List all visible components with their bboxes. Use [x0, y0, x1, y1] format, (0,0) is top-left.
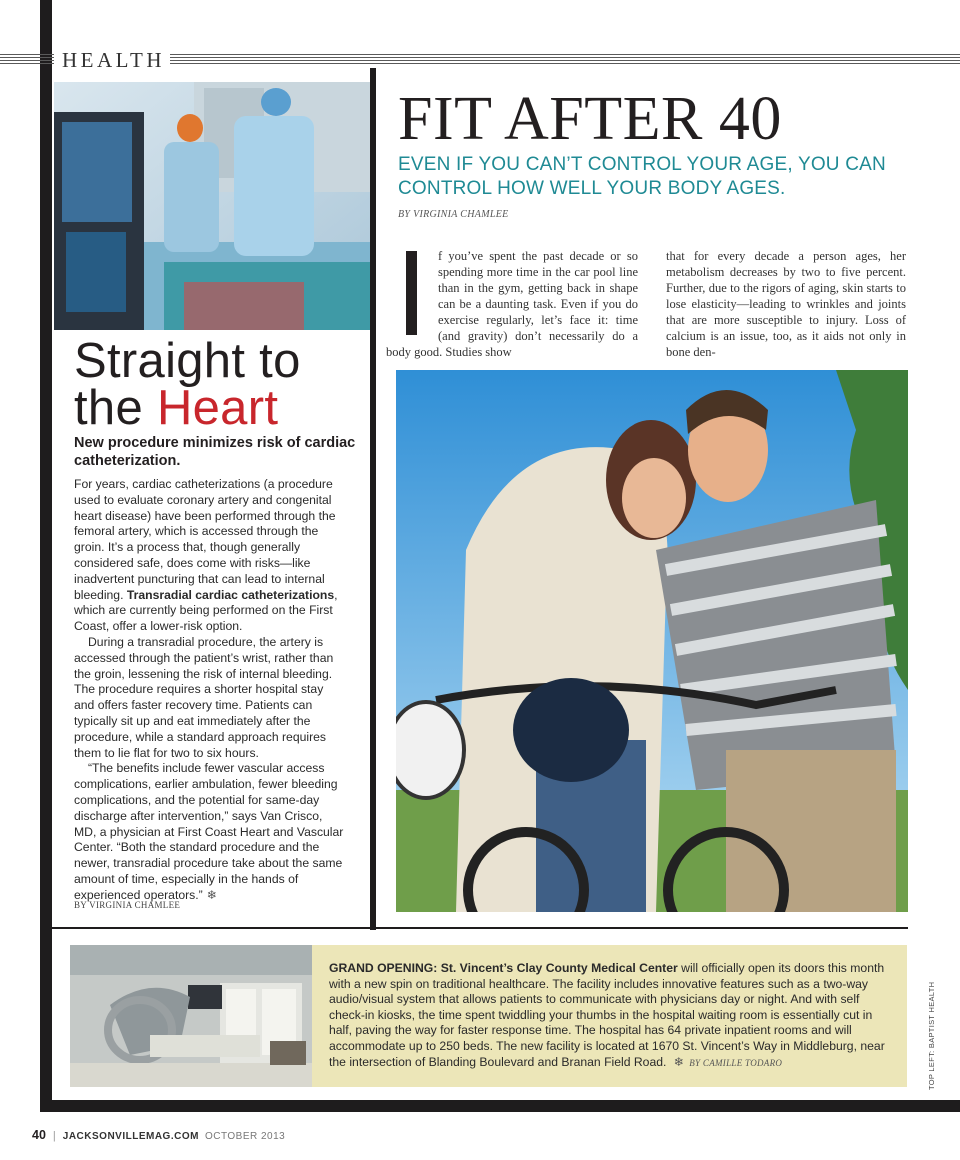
drop-cap	[406, 251, 428, 335]
sidebar-dek: New procedure minimizes risk of cardiac catheterization.	[74, 435, 356, 469]
footer-date: OCTOBER 2013	[204, 1131, 286, 1142]
main-byline: BY VIRGINIA CHAMLEE	[398, 209, 509, 220]
photo-credit: TOP LEFT: BAPTIST HEALTH	[927, 981, 936, 1090]
promo-lead: GRAND OPENING: St. Vincent’s Clay County Medical Center	[329, 961, 678, 975]
main-column-1	[386, 248, 638, 360]
sidebar-paragraph: During a transradial procedure, the artery is accessed through the patient’s wrist, rather than the groin, lessening the risk of internal bleeding. The procedure requires a shorter hospital stay and offers faster recovery time. Patients can typically sit up and eat immediately after the procedure, while a standard approach requires them to lie flat for two to six hours.	[74, 634, 334, 760]
section-label: HEALTH	[62, 48, 166, 72]
snowflake-icon: ❄	[673, 1054, 684, 1069]
horizontal-divider	[52, 927, 908, 929]
bottom-frame-bar	[40, 1100, 960, 1112]
promo-box	[70, 945, 907, 1087]
sidebar-paragraph	[74, 477, 344, 635]
section-rule-left	[0, 54, 54, 66]
column-divider	[370, 68, 376, 930]
section-header	[0, 46, 960, 74]
footer-site: JACKSONVILLEMAG.COM	[62, 1131, 199, 1142]
promo-body: will officially open its doors this month with a new spin on traditional healthcare. The facility includes innovative features such as a two-way audio/visual system that allows patients to communicate with physicians day or night. And with self check-in kiosks, the time spent twiddling your thumbs in the hospital waiting room is essentially cut in half, paving the way for faster response time. The hospital has 64 private inpatient rooms and will accommodate up to 250 beds. The new facility is located at 1670 St. Vincent’s Way in Middleburg, near the intersection of Blanding Boulevard and Branan Field Road.	[329, 961, 885, 1069]
main-title: FIT AFTER 40	[398, 85, 782, 153]
promo-text	[329, 961, 895, 1071]
sidebar-body	[74, 477, 344, 904]
couple-bikes-photo	[396, 370, 908, 912]
sidebar-title-line1: Straight to	[74, 334, 301, 388]
sidebar-para1-pre: For years, cardiac catheterizations (a procedure used to evaluate coronary artery and congenital heart disease) have been performed through the femoral artery, which is accessed through the groin. It’s a process that, though generally considered safe, does come with risks—like inadvertent puncturing that can lead to internal bleeding.	[74, 477, 336, 602]
section-rule-right	[170, 54, 960, 66]
footer-separator: |	[52, 1130, 56, 1142]
snowflake-icon: ❄	[206, 887, 217, 902]
promo-byline: BY CAMILLE TODARO	[689, 1057, 783, 1068]
sidebar-paragraph	[74, 761, 344, 903]
hospital-room-photo	[70, 945, 312, 1087]
sidebar-para1-bold: Transradial cardiac catheterizations	[126, 587, 335, 602]
sidebar-para3: “The benefits include fewer vascular access complications, earlier ambulation, fewer bleeding complications, and the potential for same-day discharge after intervention,” says Van Crisco, MD, a physician at First Coast Heart and Vascular Center. “Both the standard procedure and the newer, transradial procedure take about the same amount of time, especially in the hands of experienced operators.”	[74, 761, 344, 902]
page-footer	[32, 1128, 285, 1144]
sidebar-byline: BY VIRGINIA CHAMLEE	[74, 900, 181, 910]
surgery-photo	[54, 82, 370, 330]
sidebar-para1-post: , which are currently being performed on the First Coast, offer a lower-risk option.	[74, 587, 338, 634]
sidebar-title-line2: the	[74, 381, 157, 435]
main-subtitle: EVEN IF YOU CAN’T CONTROL YOUR AGE, YOU CAN CONTROL HOW WELL YOUR BODY AGES.	[398, 154, 886, 199]
drop-cap-letter	[406, 251, 417, 335]
page-number: 40	[32, 1128, 46, 1142]
sidebar-title-heart: Heart	[156, 381, 279, 435]
left-frame-bar	[40, 0, 52, 1112]
main-column-2: that for every decade a person ages, her metabolism decreases by two to five percent. Further, due to the rigors of aging, skin starts to lose elasticity—leading to wrinkles and joints that are more susceptible to injury. Loss of calcium is an issue, too, as it aids not only in bone den-	[666, 249, 906, 359]
main-column-1-text: f you’ve spent the past decade or so spending more time in the car pool line than in the gym, getting back in shape can be a daunting task. Even if you do exercise regularly, let’s face it: time (and gravity) don’t necessarily do a body good. Studies show	[386, 249, 638, 359]
sidebar-title	[74, 334, 301, 435]
